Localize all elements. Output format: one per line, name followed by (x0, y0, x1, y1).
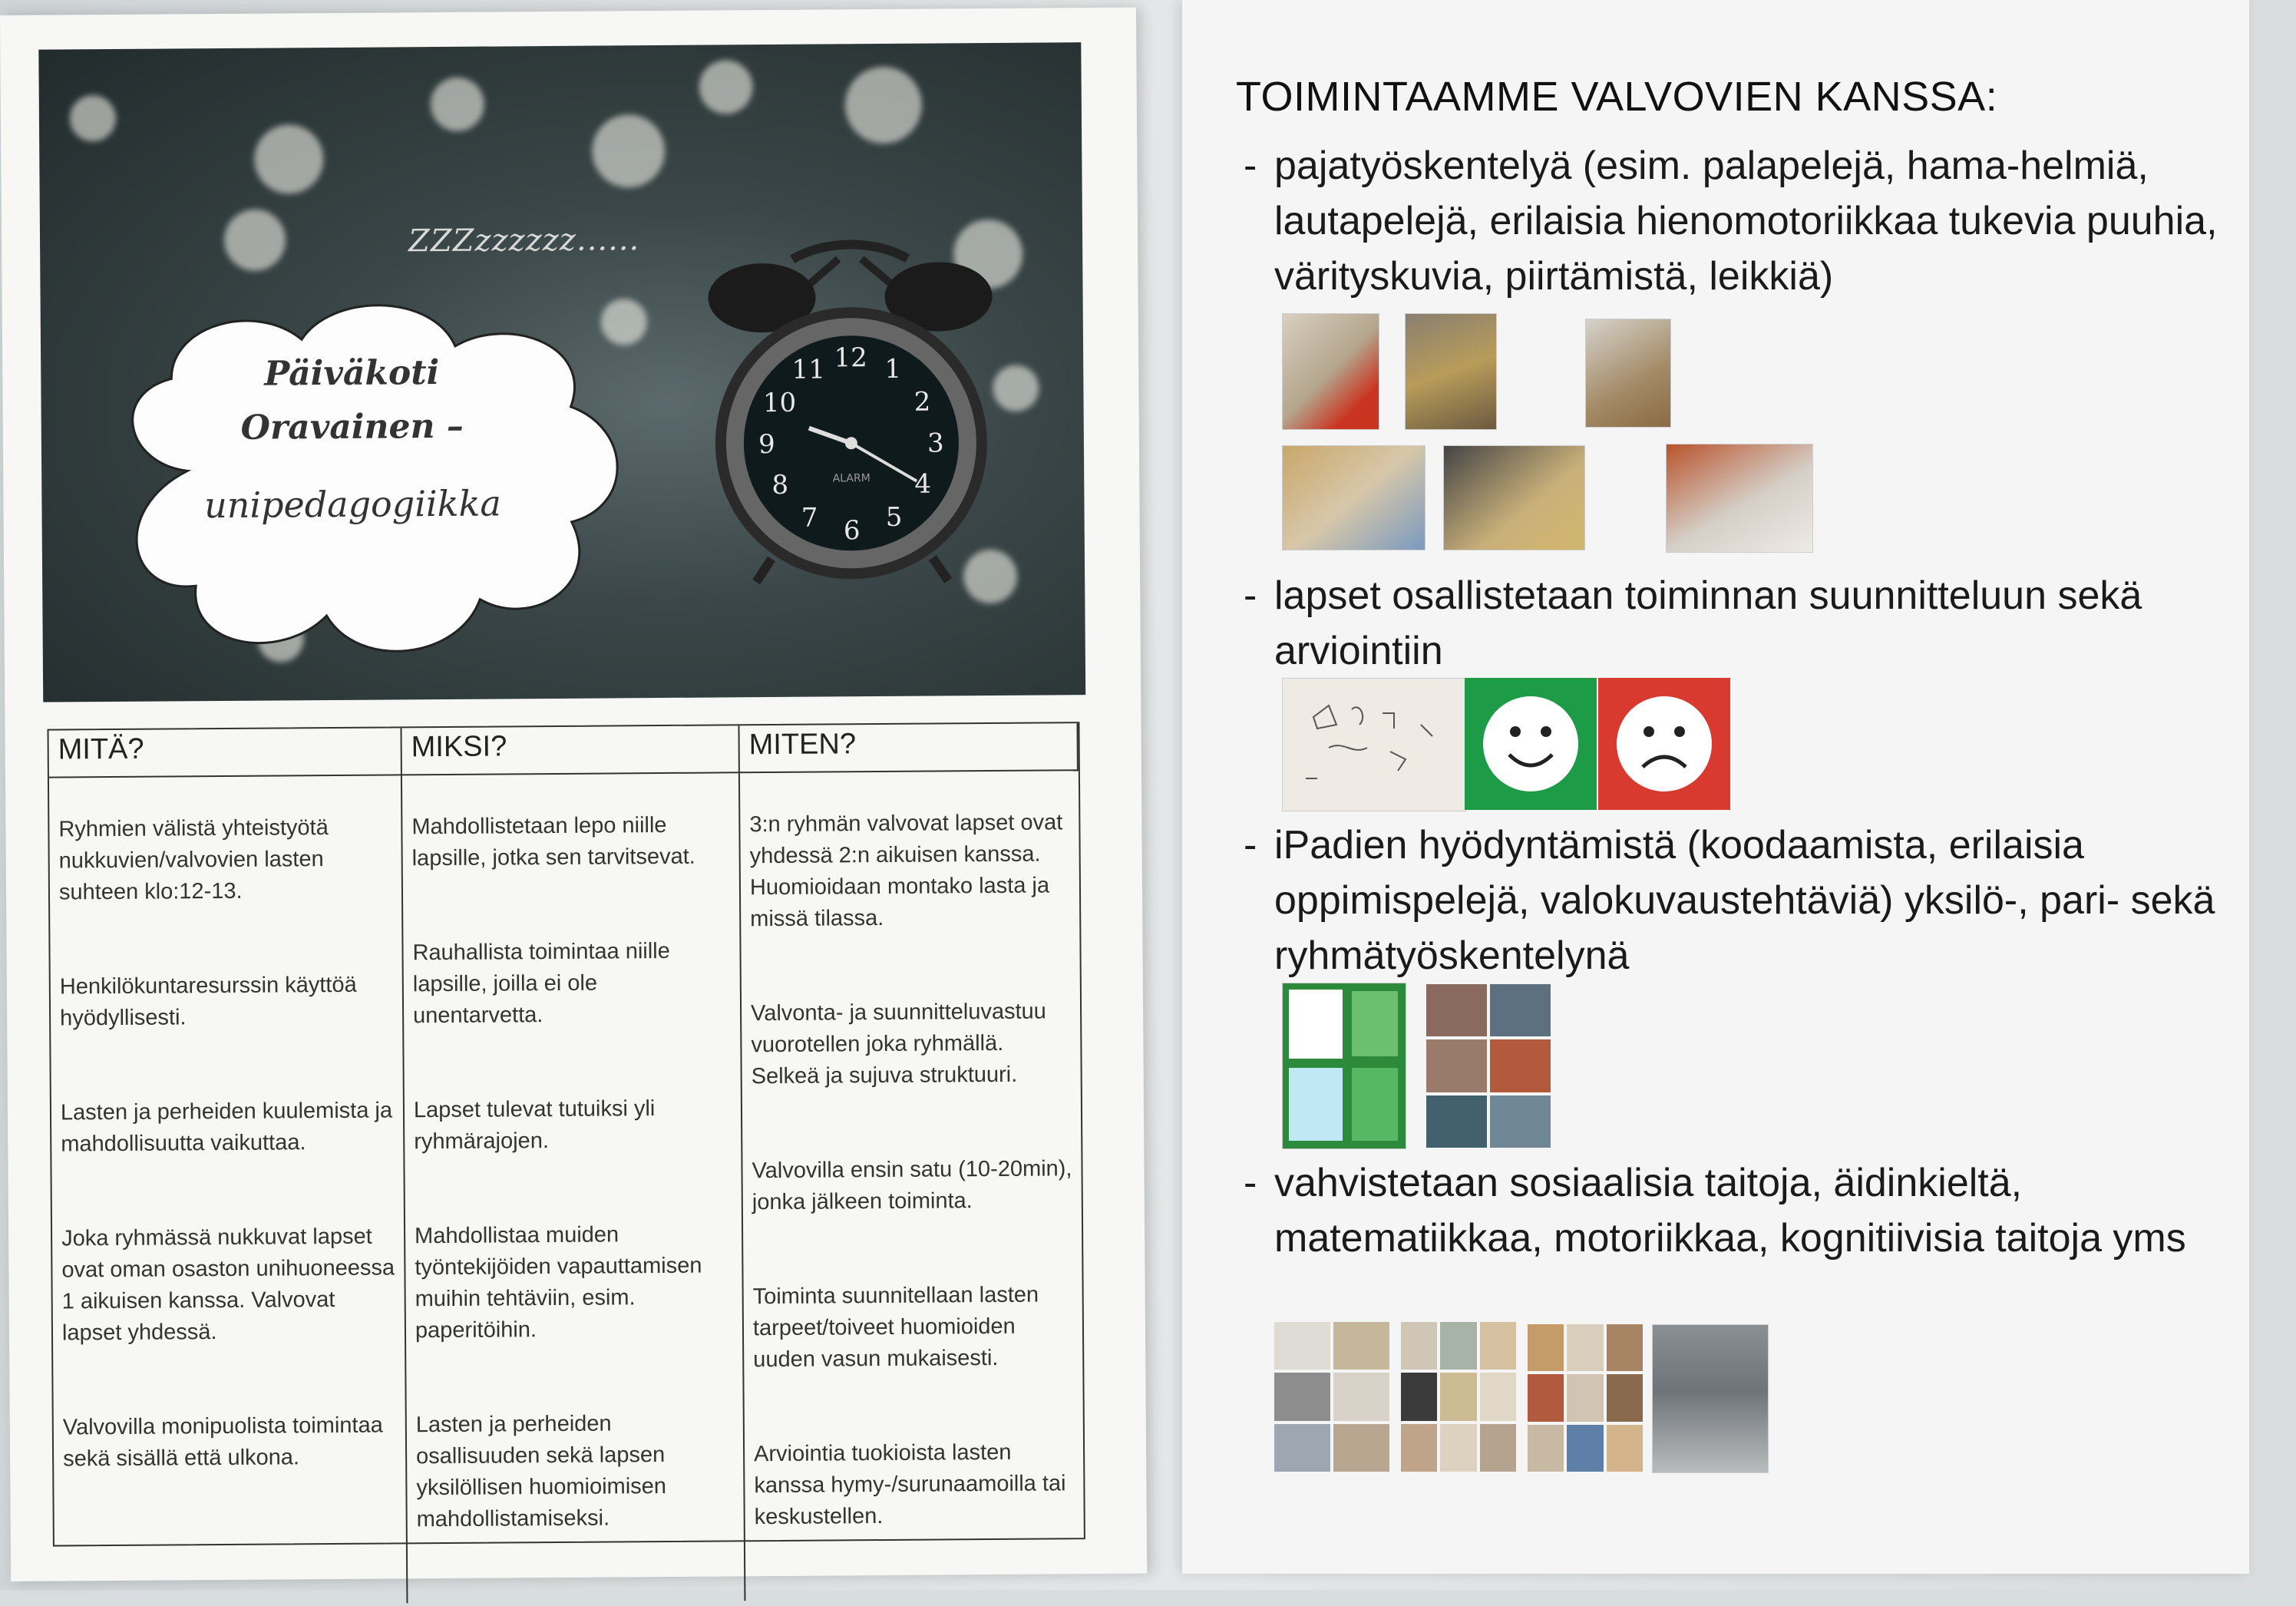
bullet-crafts (1244, 138, 2234, 304)
clock-num-9: 9 (758, 428, 775, 461)
photo-ipad-collage (1426, 984, 1551, 1148)
table-cell: Rauhallista toimintaa niille lapsille, joilla ei ole unentarvetta. (412, 938, 670, 1029)
table-cell: Joka ryhmässä nukkuvat lapset ovat oman osaston unihuoneessa 1 aikuisen kanssa. Valvovat lapset yhdessä. (61, 1224, 395, 1346)
photo-craft-2 (1405, 313, 1497, 430)
bullet-dash: - (1244, 573, 1257, 618)
bullet-participation-text: lapset osallistetaan toiminnan suunnitteluun sekä arviointiin (1274, 573, 2142, 673)
table-cell: Ryhmien välistä yhteistyötä nukkuvien/valvovien lasten suhteen klo:12-13. (58, 815, 329, 905)
bullet-skills-text: vahvistetaan sosiaalisia taitoja, äidinkieltä, matematiikkaa, motoriikkaa, kognitiivisia taitoja yms (1274, 1161, 2186, 1261)
clock-brand: ALARM (832, 472, 870, 485)
table-cell: Mahdollistaa muiden työntekijöiden vapauttamisen muihin tehtäviin, esim. paperitöihin. (415, 1222, 702, 1343)
table-cell: Lapset tulevat tutuiksi yli ryhmärajojen. (413, 1096, 656, 1155)
sad-face-icon (1598, 678, 1730, 810)
happy-face-icon (1465, 678, 1597, 810)
bullet-ipads (1244, 818, 2234, 983)
alarm-clock-photo (38, 42, 1085, 702)
bullet-dash: - (1244, 144, 1257, 188)
photo-skills-collage-2 (1401, 1322, 1516, 1472)
table-cell: Toiminta suunnitellaan lasten tarpeet/toiveet huomioiden uuden vasun mukaisesti. (752, 1282, 1039, 1373)
photo-drawing-plan (1282, 678, 1466, 811)
plan-table (47, 722, 1085, 1546)
clock-num-2: 2 (913, 386, 931, 418)
bullet-skills (1244, 1155, 2234, 1266)
photo-craft-5 (1443, 445, 1585, 550)
photo-skills-collage-3 (1528, 1324, 1643, 1472)
table-cell: Lasten ja perheiden kuulemista ja mahdollisuutta vaikuttaa. (60, 1098, 393, 1157)
table-header-how: MITEN? (739, 723, 1078, 773)
table-cell: Valvonta- ja suunnitteluvastuu vuorotellen joka ryhmällä. Selkeä ja sujuva struktuuri. (750, 999, 1046, 1089)
bullet-dash: - (1244, 1161, 1257, 1205)
photo-craft-1 (1282, 313, 1379, 430)
photo-craft-6 (1666, 444, 1813, 553)
clock-num-8: 8 (771, 469, 789, 501)
table-cell: Henkilökuntaresurssin käyttöä hyödyllisesti. (59, 972, 357, 1031)
table-column-why (402, 773, 746, 1603)
clock-num-11: 11 (791, 354, 826, 385)
clock-num-4: 4 (914, 468, 932, 500)
alarm-clock-icon (685, 212, 1017, 598)
bullet-crafts-text: pajatyöskentelyä (esim. palapelejä, hama-helmiä, lautapelejä, erilaisia hienomotoriikkaa tukevia puuhia, värityskuvia, piirtämistä, leikkiä) (1274, 144, 2218, 299)
table-column-how (740, 771, 1085, 1601)
table-cell: Valvovilla ensin satu (10-20min), jonka jälkeen toiminta. (752, 1156, 1072, 1215)
title-line-2: Oravainen – (240, 406, 464, 448)
subtitle: unipedagogiikka (203, 482, 501, 527)
table-cell: Lasten ja perheiden osallisuuden sekä lapsen yksilöllisen huomioimisen mahdollistamiseksi. (415, 1411, 667, 1532)
title-line-1: Päiväkoti (264, 353, 440, 394)
bullet-participation (1244, 568, 2234, 679)
table-cell: Arviointia tuokioista lasten kanssa hymy-/surunaamoilla tai keskustellen. (753, 1439, 1066, 1530)
table-cell: Valvovilla monipuolista toimintaa sekä sisällä että ulkona. (62, 1413, 383, 1472)
table-header-what: MITÄ? (49, 728, 402, 778)
table-cell: Mahdollistetaan lepo niille lapsille, jotka sen tarvitsevat. (411, 812, 695, 871)
clock-num-10: 10 (762, 387, 797, 419)
photo-skills-collage-1 (1274, 1322, 1389, 1472)
table-column-what (49, 775, 408, 1605)
clock-num-5: 5 (885, 501, 903, 533)
clock-num-6: 6 (843, 515, 861, 547)
bullet-ipads-text: iPadien hyödyntämistä (koodaamista, erilaisia oppimispelejä, valokuvaustehtäviä) yksilö-, pari- sekä ryhmätyöskentelynä (1274, 823, 2215, 978)
cloud-title (171, 345, 534, 532)
activities-title: TOIMINTAAMME VALVOVIEN KANSSA: (1236, 74, 1998, 120)
clock-num-7: 7 (801, 502, 818, 534)
photo-craft-3 (1585, 319, 1671, 428)
poster-right (1182, 0, 2249, 1574)
bullet-dash: - (1244, 823, 1257, 867)
poster-left (0, 8, 1147, 1581)
clock-num-3: 3 (927, 428, 944, 459)
sleep-zzz-text: ZZZzzzzzz...... (408, 222, 640, 259)
photo-coding-game (1282, 983, 1406, 1149)
table-cell: 3:n ryhmän valvovat lapset ovat yhdessä 2:n aikuisen kanssa. Huomioidaan montako lasta ja missä tilassa. (749, 810, 1063, 932)
table-header-why: MIKSI? (401, 725, 739, 775)
clock-num-12: 12 (834, 342, 867, 374)
photo-craft-4 (1282, 445, 1426, 550)
clock-num-1: 1 (884, 353, 902, 385)
photo-outdoor-street (1652, 1324, 1769, 1473)
